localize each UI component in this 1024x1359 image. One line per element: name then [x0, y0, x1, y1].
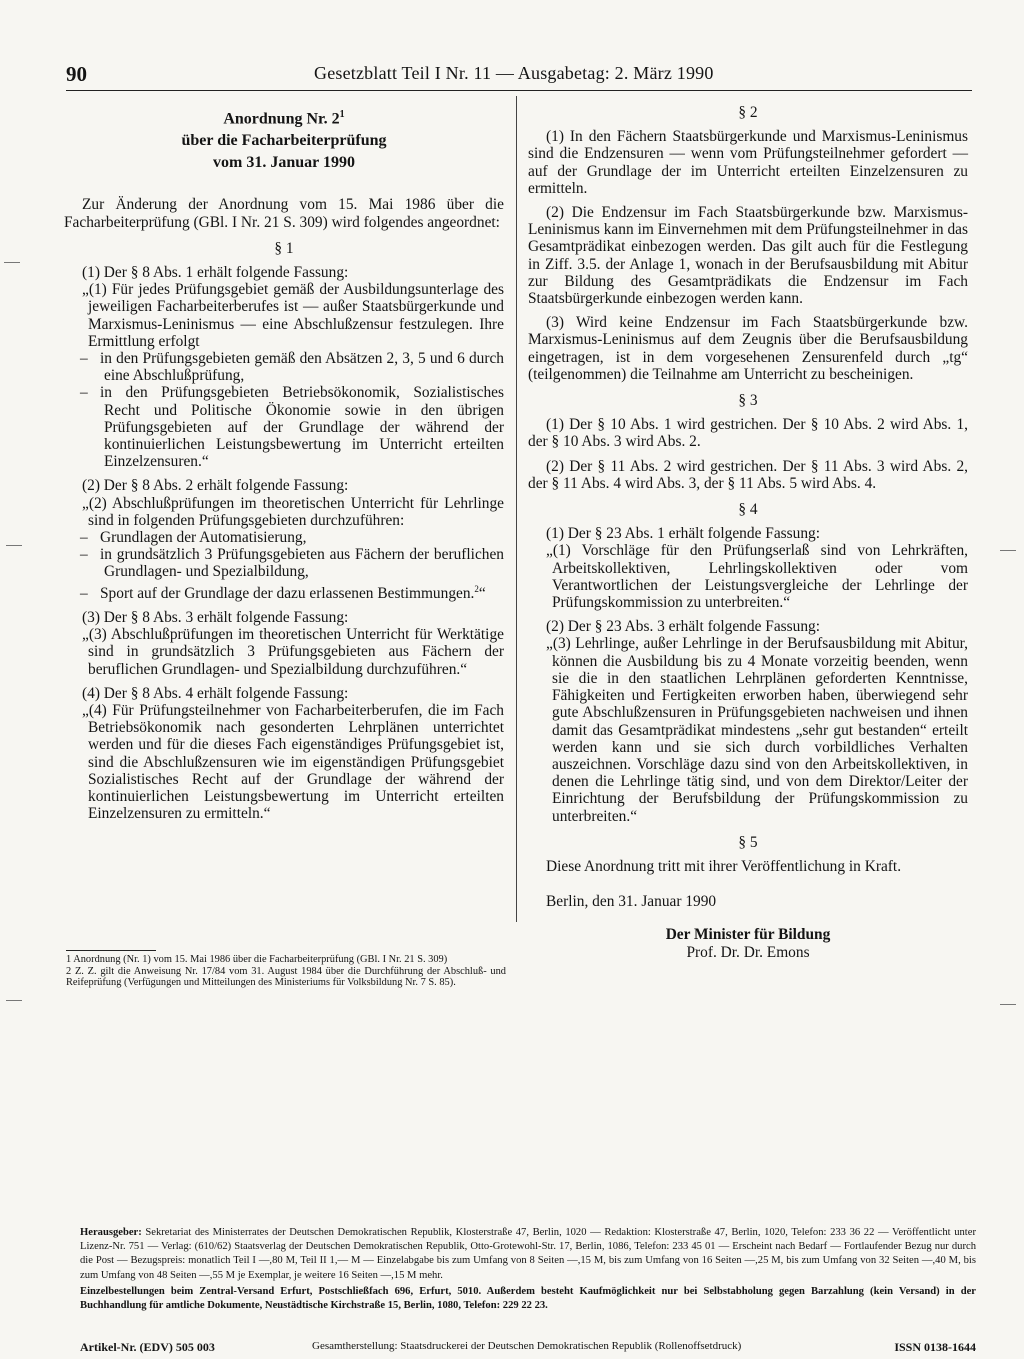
- column-divider: [516, 96, 517, 922]
- section-2-heading: § 2: [738, 104, 758, 121]
- item-text: Grundlagen der Automatisierung,: [100, 528, 307, 546]
- imprint-text: Sekretariat des Ministerrates der Deutschen Demokratischen Republik, Klosterstraße 47, Berlin, 1020 — Redaktion: Klosterstraße 47, Berlin, 1020, Telefon: 233 36 22 — Veröffentlicht unter Lizenz-Nr. 751 — Verlag: (610/62) Staatsverlag der Deutschen Demokratischen Republik, Otto-Grotewohl-Str. 17, Berlin, 1086, Telefon: 233 45 01 — Erscheint nach Bedarf — Fortlaufender Bezug nur durch die Post — Bezugspreis: monatlich Teil I —,80 M, Teil II 1,— M — Einzelabgabe bis zum Umfang von 8 Seiten —,15 M, bis zum Umfang von 16 Seiten —,25 M, bis zum Umfang von 32 Seiten —,40 M, bis zum Umfang von 48 Seiten —,55 M je Exemplar, je weitere 16 Seiten —,15 M mehr.: [80, 1227, 976, 1281]
- intro-paragraph: Zur Änderung der Anordnung vom 15. Mai 1986 über die Facharbeiterprüfung (GBl. I Nr. 21 S. 309) wird folgendes angeordnet:: [64, 196, 504, 231]
- footnote-2: 2 Z. Z. gilt die Anweisung Nr. 17/84 vom 31. August 1984 über die Durchführung der Abschluß- und Reifeprüfung (Verfügungen und Mitteilungen des Ministeriums für Volksbildung Nr. 7 S. 85).: [66, 965, 506, 989]
- imprint-label: Herausgeber:: [80, 1227, 142, 1238]
- header-rule: [66, 90, 972, 91]
- s4-para-1: (1) Der § 23 Abs. 1 erhält folgende Fassung:: [546, 525, 820, 543]
- s1-para-1: (1) Der § 8 Abs. 1 erhält folgende Fassung:: [82, 263, 349, 281]
- s1-para-4: (4) Der § 8 Abs. 4 erhält folgende Fassung:: [82, 684, 349, 702]
- s3-para-1: (1) Der § 10 Abs. 1 wird gestrichen. Der § 10 Abs. 2 wird Abs. 1, der § 10 Abs. 3 wird Abs. 2.: [528, 416, 968, 451]
- s5-para-1: Diese Anordnung tritt mit ihrer Veröffentlichung in Kraft.: [546, 857, 902, 875]
- s4-para-2: (2) Der § 23 Abs. 3 erhält folgende Fassung:: [546, 618, 820, 636]
- s1-para-2-quote: „(2) Abschlußprüfungen im theoretischen Unterricht für Lehrlinge sind in folgenden Prüfungsgebieten durchzuführen:: [82, 494, 504, 529]
- title-line-3: vom 31. Januar 1990: [213, 154, 355, 172]
- title-footnote-ref: 1: [339, 109, 345, 120]
- printer-line: Gesamtherstellung: Staatsdruckerei der Deutschen Demokratischen Republik (Rollenoffsetdruck): [312, 1340, 742, 1352]
- publisher-imprint: [80, 1226, 976, 1313]
- s4-para-1-quote: „(1) Vorschläge für den Prüfungserlaß sind von Lehrkräften, Arbeitskollektiven, Lehrlingskollektiven oder vom Verantwortlichen der Leistungsvergleiche der Lehrlinge der Prüfungskommission zu unterbreiten.“: [546, 542, 968, 612]
- s1-para-2-item-2: – in grundsätzlich 3 Prüfungsgebieten aus Fächern der beruflichen Grundlagen- und Spezialbildung,: [80, 546, 504, 581]
- item-text: in grundsätzlich 3 Prüfungsgebieten aus Fächern der beruflichen Grundlagen- und Spezialbildung,: [100, 546, 504, 581]
- s3-para-2: (2) Der § 11 Abs. 2 wird gestrichen. Der § 11 Abs. 3 wird Abs. 2, der § 11 Abs. 4 wird Abs. 3, der § 11 Abs. 5 wird Abs. 4.: [528, 457, 968, 492]
- article-number: Artikel-Nr. (EDV) 505 003: [80, 1340, 215, 1354]
- margin-mark: [1000, 1004, 1016, 1005]
- right-column: [528, 104, 968, 961]
- s1-para-2-item-3: – Sport auf der Grundlage der dazu erlassenen Bestimmungen.$^2$“: [80, 583, 486, 602]
- item-text: Sport auf der Grundlage der dazu erlassenen Bestimmungen.: [100, 584, 475, 602]
- s2-para-1: (1) In den Fächern Staatsbürgerkunde und Marxismus-Leninismus sind die Endzensuren — wenn vom Prüfungsteilnehmer gefordert — auf der Grundlage der im Unterricht erteilten Einzelzensuren zu ermitteln.: [528, 128, 968, 197]
- title-line-1: Anordnung Nr. 2: [223, 110, 340, 128]
- page-number: 90: [66, 62, 87, 86]
- s1-para-1-quote: „(1) Für jedes Prüfungsgebiet gemäß der Ausbildungsunterlage des jeweiligen Facharbeiterberufes ist — außer Staatsbürgerkunde und Marxismus-Leninismus — eine Abschlußzensur festzulegen. Ihre Ermittlung erfolgt: [82, 281, 504, 350]
- margin-mark: [4, 262, 20, 263]
- imprint-publisher: [80, 1226, 976, 1283]
- s2-para-2: (2) Die Endzensur im Fach Staatsbürgerkunde bzw. Marxismus-Leninismus kann im Einvernehmen mit dem Prüfungsteilnehmer in das Gesamtprädikat einbezogen werden. Das gilt auch für die Festlegung in Ziff. 3.5. der Anlage 1, wonach in der Berufsausbildung mit Abitur zur Bildung des Gesamtprädikats die Endzensur im Fach Staatsbürgerkunde einbezogen werden kann.: [528, 204, 968, 308]
- item-text: in den Prüfungsgebieten Betriebsökonomik, Sozialistisches Recht und Politische Ökonomie sowie in den übrigen Prüfungsgebieten auf der Grundlage der während der kontinuierlichen Leistungsbewertung im Unterricht erteilten Einzelzensuren.“: [100, 384, 504, 471]
- bottom-line: [80, 1340, 976, 1358]
- signatory-title: Der Minister für Bildung: [665, 926, 831, 944]
- s1-para-3: (3) Der § 8 Abs. 3 erhält folgende Fassung:: [82, 608, 349, 626]
- section-3-heading: § 3: [738, 392, 758, 410]
- running-title: Gesetzblatt Teil I Nr. 11 — Ausgabetag: 2. März 1990: [314, 63, 714, 83]
- footnote-ref-2: 2: [474, 583, 479, 594]
- place-date: Berlin, den 31. Januar 1990: [546, 893, 717, 911]
- margin-mark: [6, 1000, 22, 1001]
- footnotes: [66, 954, 506, 989]
- s1-para-1-item-1: – in den Prüfungsgebieten gemäß den Absätzen 2, 3, 5 und 6 durch eine Abschlußprüfung,: [80, 349, 504, 385]
- footnote-1: 1 Anordnung (Nr. 1) vom 15. Mai 1986 über die Facharbeiterprüfung (GBl. I Nr. 21 S. 309): [66, 954, 448, 965]
- page-header: [66, 62, 970, 88]
- footnote-rule: [66, 950, 156, 951]
- s1-para-4-quote: „(4) Für Prüfungsteilnehmer von Facharbeiterberufen, die im Fach Betriebsökonomik nach gesonderten Lehrplänen unterrichtet werden und für die dieses Fach eigenständiges Prüfungsgebiet ist, sind die Abschlußzensuren wie im eigenständigen Prüfungsgebiet Sozialistisches Recht auf der Grundlage der während der kontinuierlichen Leistungsbewertung im Unterricht erteilten Einzelzensuren zu ermitteln.“: [82, 701, 504, 823]
- closing-quote: “: [478, 584, 486, 602]
- signatory-name: Prof. Dr. Dr. Emons: [686, 943, 810, 961]
- s4-para-2-quote: „(3) Lehrlinge, außer Lehrlinge in der Berufsausbildung mit Abitur, können die Ausbildung bis zu 4 Monate vorzeitig beenden, wenn sie die in den staatlichen Lehrplänen geforderten Kenntnisse, Fähigkeiten und Fertigkeiten erworben haben, überwiegend sehr gute Abschlußzensuren in Prüfungsgebieten nachweisen und ihnen damit das Gesamtprädikat mindestens „sehr gut bestanden“ erteilt werden kann und sie sich durch vorbildliches Verhalten auszeichnen. Vorschläge dazu sind von den Arbeitskollektiven, in denen die Lehrlinge tätig sind, und von dem Direktor/Leiter der Einrichtung der Berufsbildung der Prüfungskommission zu unterbreiten.“: [546, 635, 968, 825]
- section-5-heading: § 5: [738, 833, 758, 851]
- margin-mark: [1000, 550, 1016, 551]
- left-column: [64, 104, 504, 822]
- s1-para-3-quote: „(3) Abschlußprüfungen im theoretischen Unterricht für Werktätige sind in grundsätzlich 3 Prüfungsgebieten aus Fächern der beruflichen Grundlagen- und Spezialbildung durchzuführen.“: [82, 626, 504, 678]
- item-text: in den Prüfungsgebieten gemäß den Absätzen 2, 3, 5 und 6 durch eine Abschlußprüfung,: [100, 349, 504, 385]
- s1-para-1-item-2: – in den Prüfungsgebieten Betriebsökonomik, Sozialistisches Recht und Politische Ökonomie sowie in den übrigen Prüfungsgebieten auf der Grundlage der während der kontinuierlichen Leistungsbewertung im Unterricht erteilten Einzelzensuren.“: [80, 384, 504, 471]
- s2-para-3: (3) Wird keine Endzensur im Fach Staatsbürgerkunde bzw. Marxismus-Leninismus auf dem Zeugnis über die Berufsausbildung eingetragen, ist in dem vorgesehenen Zensurenfeld durch „tg“ (teilgenommen) die Teilnahme am Unterricht zu bescheinigen.: [528, 314, 968, 383]
- issn: ISSN 0138-1644: [894, 1340, 976, 1354]
- s1-para-2-item-1: – Grundlagen der Automatisierung,: [80, 528, 307, 546]
- section-1-heading: § 1: [274, 239, 294, 257]
- margin-mark: [6, 545, 22, 546]
- title-line-2: über die Facharbeiterprüfung: [181, 132, 387, 150]
- section-4-heading: § 4: [738, 501, 758, 519]
- imprint-orders: Einzelbestellungen beim Zentral-Versand Erfurt, Postschließfach 696, Erfurt, 5010. Außerdem besteht Kaufmöglichkeit nur bei Selbstabholung gegen Barzahlung (kein Versand) in der Buchhandlung für amtliche Dokumente, Neustädtische Kirchstraße 15, Berlin, 1080, Telefon: 229 22 23.: [80, 1285, 976, 1312]
- document-title: [64, 104, 504, 174]
- s1-para-2: (2) Der § 8 Abs. 2 erhält folgende Fassung:: [82, 477, 349, 495]
